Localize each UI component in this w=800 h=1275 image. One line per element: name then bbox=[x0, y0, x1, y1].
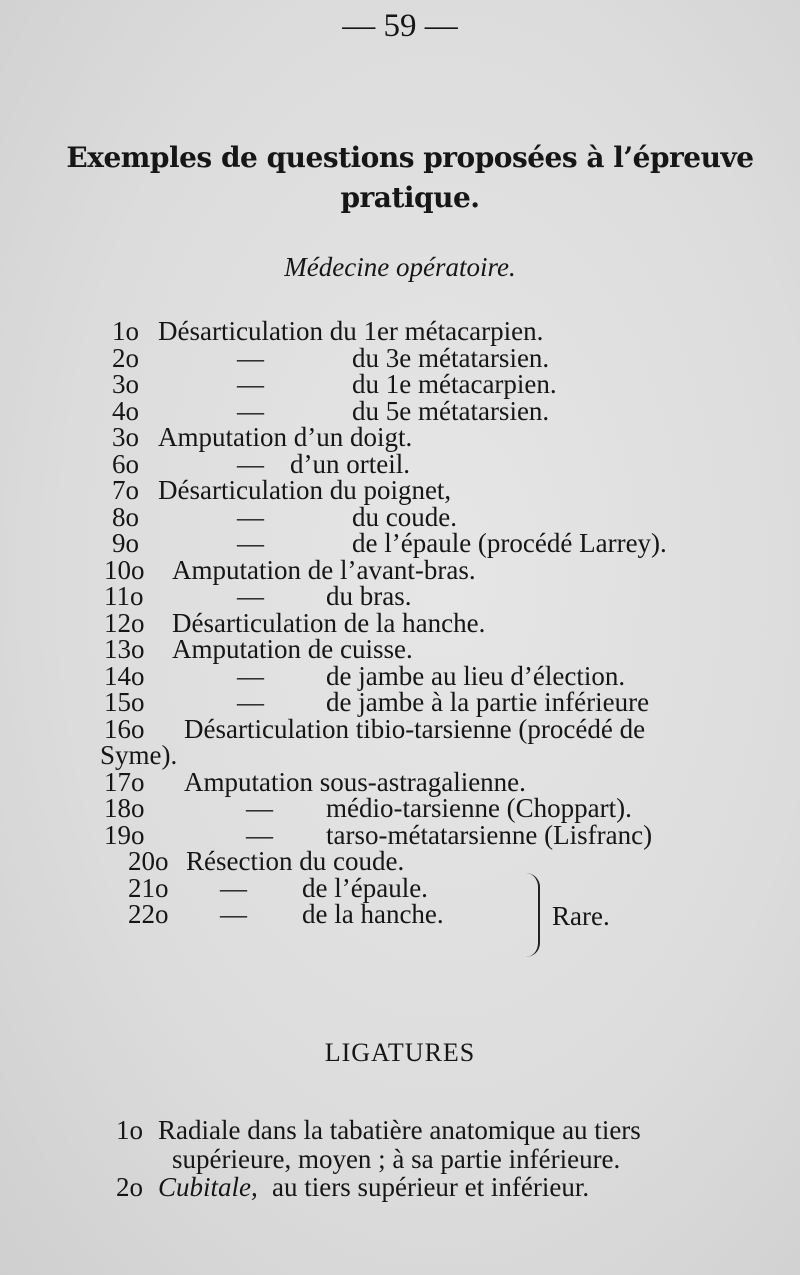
item-text: Syme). bbox=[100, 740, 178, 770]
item-number: 20o bbox=[128, 846, 169, 876]
list-item bbox=[0, 660, 800, 691]
item-number: 7o bbox=[112, 475, 139, 505]
item-number: 10o bbox=[104, 554, 145, 585]
item-number: 18o bbox=[104, 793, 145, 823]
subheading: Médecine opératoire. bbox=[284, 252, 516, 282]
ditto-dash: — bbox=[220, 872, 247, 903]
item-number: 15o bbox=[104, 687, 145, 717]
item-number: 21o bbox=[128, 872, 169, 903]
list-item bbox=[0, 371, 800, 398]
item-number: 13o bbox=[104, 634, 145, 664]
item-number: 17o bbox=[104, 766, 145, 797]
item-number: 4o bbox=[112, 395, 139, 426]
item-number: 9o bbox=[112, 528, 139, 558]
item-text: de l’épaule. bbox=[302, 872, 428, 903]
item-text: Désarticulation du poignet, bbox=[158, 475, 452, 505]
list-item bbox=[0, 448, 800, 479]
list-item bbox=[0, 477, 800, 504]
item-text: Résection du coude. bbox=[186, 846, 405, 876]
item-text: du coude. bbox=[352, 501, 457, 532]
item-text: du 5e métatarsien. bbox=[352, 395, 550, 426]
ligatures-title: LIGATURES bbox=[324, 1038, 476, 1067]
list-item bbox=[0, 395, 800, 426]
list-item bbox=[0, 848, 800, 875]
list-item bbox=[0, 607, 800, 638]
list-item bbox=[0, 819, 800, 850]
list-item bbox=[0, 554, 800, 585]
item-number: 6o bbox=[112, 448, 139, 479]
list-item bbox=[0, 424, 800, 451]
list-item bbox=[0, 530, 800, 557]
item-number: 3o bbox=[112, 422, 139, 452]
artery-name: Cubitale, bbox=[158, 1172, 258, 1202]
item-text: tarso-métatarsienne (Lisfranc) bbox=[326, 819, 653, 850]
item-text: Désarticulation du 1er métacarpien. bbox=[158, 316, 544, 346]
bracket-note: Rare. bbox=[552, 901, 610, 931]
ditto-dash: — bbox=[237, 581, 264, 611]
ditto-dash: — bbox=[237, 342, 264, 373]
operations-list bbox=[0, 318, 800, 928]
item-number: 22o bbox=[128, 899, 169, 929]
item-number: 8o bbox=[112, 501, 139, 532]
ditto-dash: — bbox=[237, 369, 264, 399]
item-text: Désarticulation de la hanche. bbox=[172, 607, 486, 638]
ditto-dash: — bbox=[237, 395, 264, 426]
list-item bbox=[0, 901, 800, 928]
list-item bbox=[0, 318, 800, 345]
item-text: Amputation sous-astragalienne. bbox=[184, 766, 526, 797]
list-item bbox=[0, 583, 800, 610]
item-text: de la hanche. bbox=[302, 899, 444, 929]
item-number: 14o bbox=[104, 660, 145, 691]
item-number: 1o bbox=[116, 1115, 143, 1145]
list-item bbox=[0, 872, 800, 903]
item-text: du 1e métacarpien. bbox=[352, 369, 557, 399]
item-text: du 3e métatarsien. bbox=[352, 342, 550, 373]
item-text: au tiers supérieur et inférieur. bbox=[272, 1172, 590, 1202]
list-item bbox=[0, 501, 800, 532]
item-number: 11o bbox=[104, 581, 144, 611]
item-text: de jambe à la partie inférieure bbox=[326, 687, 650, 717]
ditto-dash: — bbox=[237, 448, 264, 479]
item-text: Amputation de l’avant-bras. bbox=[172, 554, 476, 585]
item-number: 2o bbox=[116, 1172, 143, 1202]
ditto-dash: — bbox=[246, 793, 273, 823]
list-item bbox=[0, 795, 800, 822]
item-text: Amputation d’un doigt. bbox=[158, 422, 413, 452]
item-number: 3o bbox=[112, 369, 139, 399]
item-text: supérieure, moyen ; à sa partie inférieure. bbox=[172, 1144, 621, 1174]
ditto-dash: — bbox=[246, 819, 273, 850]
item-text: de l’épaule (procédé Larrey). bbox=[352, 528, 667, 558]
list-item bbox=[0, 342, 800, 373]
section-heading: Exemples de questions proposées à l’épreuve pratique. bbox=[66, 141, 754, 214]
item-number: 19o bbox=[104, 819, 145, 850]
page-number: — 59 — bbox=[342, 8, 458, 44]
item-text: du bras. bbox=[326, 581, 412, 611]
item-text: de jambe au lieu d’élection. bbox=[326, 660, 626, 691]
list-item bbox=[0, 689, 800, 716]
right-brace-icon bbox=[524, 873, 540, 957]
item-text: médio-tarsienne (Choppart). bbox=[326, 793, 632, 823]
ditto-dash: — bbox=[237, 501, 264, 532]
item-number: 16o bbox=[104, 713, 145, 744]
list-item bbox=[0, 636, 800, 663]
ditto-dash: — bbox=[237, 687, 264, 717]
item-text: Amputation de cuisse. bbox=[172, 634, 413, 664]
ditto-dash: — bbox=[237, 528, 264, 558]
ditto-dash: — bbox=[237, 660, 264, 691]
ditto-dash: — bbox=[220, 899, 247, 929]
list-item-continuation bbox=[0, 742, 800, 769]
item-text: Désarticulation tibio-tarsienne (procédé de bbox=[184, 713, 646, 744]
item-number: 1o bbox=[112, 316, 139, 346]
list-item bbox=[0, 713, 800, 744]
item-text: Radiale dans la tabatière anatomique au tiers bbox=[158, 1115, 641, 1145]
item-number: 12o bbox=[104, 607, 145, 638]
item-text: d’un orteil. bbox=[290, 448, 410, 479]
item-number: 2o bbox=[112, 342, 139, 373]
list-item bbox=[0, 766, 800, 797]
